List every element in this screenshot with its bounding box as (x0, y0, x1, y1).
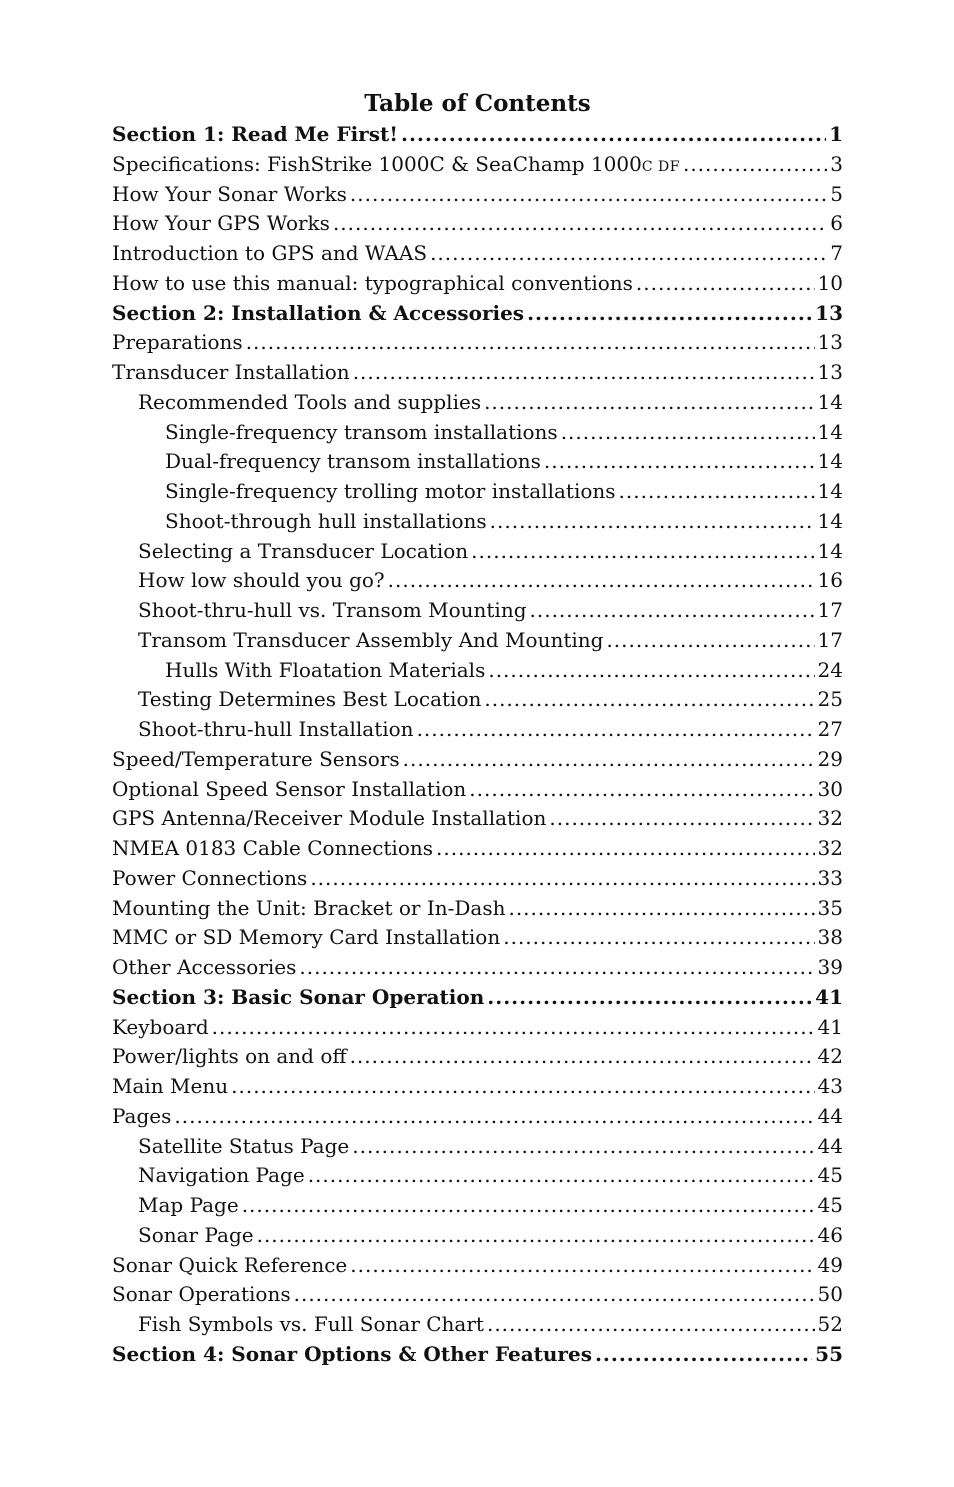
dot-leader (174, 1102, 814, 1132)
toc-entry-label-text: Power/lights on and off (112, 1044, 347, 1069)
toc-entry-label (165, 507, 487, 537)
toc-page-number: 52 (817, 1312, 843, 1336)
toc-entry-label (112, 180, 347, 210)
dot-leader (403, 745, 815, 775)
toc-entry[interactable] (112, 1221, 843, 1251)
toc-entry-label (112, 1042, 347, 1072)
toc-page-number: 46 (817, 1222, 843, 1247)
toc-entry-label (112, 358, 350, 388)
toc-entry-label-text: How low should you go? (138, 568, 385, 593)
dot-leader (561, 418, 815, 448)
toc-page-number: 7 (830, 241, 843, 265)
toc-section-heading[interactable] (112, 299, 843, 329)
toc-entry[interactable] (112, 1072, 843, 1102)
toc-page-number: 27 (817, 717, 843, 741)
toc-entry[interactable] (112, 418, 843, 448)
toc-entry-label-text: Shoot-thru-hull vs. Transom Mounting (138, 598, 527, 622)
toc-entry-label (112, 953, 296, 983)
dot-leader (350, 1042, 815, 1072)
toc-entry[interactable] (112, 1310, 843, 1340)
toc-entry-label (138, 596, 527, 626)
dot-leader (636, 269, 815, 299)
dot-leader (508, 894, 814, 924)
dot-leader (212, 1013, 815, 1043)
table-of-contents-page (112, 88, 843, 1370)
dot-leader (530, 596, 815, 626)
toc-entry[interactable] (112, 923, 843, 953)
toc-entry-label-text: Transom Transducer Assembly And Mounting (138, 627, 604, 652)
toc-entry[interactable] (112, 269, 843, 299)
toc-entry[interactable] (112, 537, 843, 567)
toc-page-number: 45 (817, 1193, 843, 1217)
toc-page-number: 32 (817, 806, 843, 831)
toc-entry-label (112, 804, 546, 834)
dot-leader (619, 477, 815, 507)
toc-entry-label (112, 745, 400, 775)
toc-entry-label-text: Preparations (112, 330, 243, 355)
toc-entry[interactable] (112, 1013, 843, 1043)
toc-page-number: 49 (817, 1252, 843, 1277)
toc-entry-label (112, 120, 398, 150)
toc-entry-label (165, 447, 541, 477)
toc-entry-label-text: Keyboard (112, 1014, 209, 1039)
toc-entry[interactable] (112, 239, 843, 269)
toc-page-number: 6 (830, 211, 843, 236)
toc-entry[interactable] (112, 894, 843, 924)
toc-entry-label-text: Dual-frequency transom installations (165, 449, 541, 474)
toc-entry-label (112, 1013, 209, 1043)
toc-page-number: 44 (817, 1103, 843, 1128)
dot-leader (294, 1280, 815, 1310)
toc-entry-label-text: Testing Determines Best Location (138, 687, 482, 712)
dot-leader (436, 834, 815, 864)
toc-entry-label-text: Sonar Quick Reference (112, 1252, 348, 1277)
dot-leader (257, 1221, 815, 1251)
toc-entry[interactable] (112, 834, 843, 864)
toc-page-number: 35 (817, 895, 843, 920)
dot-leader (549, 804, 814, 834)
toc-entry-label (138, 1191, 239, 1221)
toc-entry-label (138, 388, 481, 418)
toc-page-number: 14 (817, 449, 843, 474)
toc-page-number: 16 (817, 568, 843, 593)
toc-page-number: 55 (815, 1341, 843, 1366)
toc-page-number: 17 (817, 627, 843, 652)
toc-entry-label (112, 1340, 592, 1370)
toc-entry-label-text: Speed/Temperature Sensors (112, 746, 400, 771)
toc-entry-label-text: Other Accessories (112, 955, 297, 979)
dot-leader (350, 1251, 814, 1281)
toc-entry-label-text: Mounting the Unit: Bracket or In-Dash (112, 895, 506, 920)
toc-page-number: 14 (817, 538, 843, 563)
toc-page-number: 41 (817, 1014, 843, 1039)
toc-section-heading[interactable] (112, 1340, 843, 1370)
toc-entry-label (112, 209, 330, 239)
toc-page-number: 14 (817, 508, 843, 533)
dot-leader (231, 1072, 814, 1102)
toc-page-number: 5 (830, 181, 843, 206)
toc-entry-label (165, 656, 485, 686)
toc-entry[interactable] (112, 685, 843, 715)
toc-page-number: 10 (817, 270, 843, 295)
toc-entry-label-suffix: C DF (641, 158, 680, 175)
toc-page-number: 13 (815, 300, 843, 325)
toc-entry-label-text: MMC or SD Memory Card Installation (112, 925, 501, 950)
toc-entry-label-text: Section 1: Read Me First! (112, 122, 398, 146)
toc-entry-label-text: Optional Speed Sensor Installation (112, 776, 467, 801)
toc-entry-label-text: Shoot-through hull installations (165, 508, 487, 533)
toc-entry-label (112, 1072, 228, 1102)
dot-leader (595, 1340, 812, 1370)
toc-entry[interactable] (112, 566, 843, 596)
dot-leader (544, 447, 815, 477)
toc-entry-label-text: How Your Sonar Works (112, 181, 347, 206)
toc-page-number: 1 (829, 122, 843, 146)
toc-entry-label-text: GPS Antenna/Receiver Module Installation (112, 806, 547, 831)
toc-page-number: 13 (817, 330, 843, 355)
toc-page-number: 14 (817, 389, 843, 414)
toc-entry-label (112, 923, 500, 953)
toc-page-number: 41 (815, 984, 843, 1009)
toc-page-number: 30 (817, 776, 843, 801)
toc-page-number: 50 (817, 1282, 843, 1307)
toc-entry[interactable] (112, 328, 843, 358)
toc-entry[interactable] (112, 864, 843, 894)
toc-entry[interactable] (112, 596, 843, 626)
toc-page-number: 14 (817, 419, 843, 444)
toc-entry[interactable] (112, 953, 843, 983)
toc-entry-label-text: Section 2: Installation & Accessories (112, 300, 525, 325)
toc-page-number: 39 (817, 955, 843, 979)
dot-leader (487, 1310, 815, 1340)
toc-entry-label (112, 834, 433, 864)
toc-entry[interactable] (112, 1191, 843, 1221)
toc-entry-label (112, 1102, 171, 1132)
toc-entry[interactable] (112, 715, 843, 745)
toc-entry[interactable] (112, 209, 843, 239)
toc-entry-label-text: Selecting a Transducer Location (138, 538, 469, 563)
dot-leader (417, 715, 815, 745)
toc-entry[interactable] (112, 477, 843, 507)
toc-entry[interactable] (112, 1280, 843, 1310)
toc-section-heading[interactable] (112, 120, 843, 150)
toc-entry[interactable] (112, 507, 843, 537)
toc-entry[interactable] (112, 1251, 843, 1281)
dot-leader (350, 180, 827, 210)
toc-entry[interactable] (112, 1161, 843, 1191)
toc-entry-label-text: Power Connections (112, 865, 308, 890)
dot-leader (606, 626, 814, 656)
toc-entry-label-text: Transducer Installation (112, 360, 350, 384)
dot-leader (401, 120, 826, 150)
toc-entry-label-text: Recommended Tools and supplies (138, 389, 482, 414)
dot-leader (484, 685, 814, 715)
dot-leader (469, 775, 814, 805)
toc-page-number: 14 (817, 479, 843, 503)
toc-page-number: 29 (817, 746, 843, 771)
toc-section-heading[interactable] (112, 983, 843, 1013)
toc-page-number: 13 (817, 360, 843, 384)
toc-entry-label-text: Single-frequency transom installations (165, 419, 558, 444)
toc-entry-label (138, 566, 385, 596)
toc-entry-label (112, 1280, 291, 1310)
toc-page-number: 17 (817, 598, 843, 622)
dot-leader (308, 1161, 815, 1191)
dot-leader (352, 1132, 814, 1162)
toc-entry[interactable] (112, 358, 843, 388)
toc-entry-label (112, 983, 484, 1013)
toc-entry-label-text: How to use this manual: typographical conventions (112, 270, 633, 295)
toc-page-number: 32 (817, 836, 843, 860)
toc-entry-label (138, 1310, 484, 1340)
toc-entry-label-text: Map Page (138, 1193, 239, 1217)
toc-page-number: 43 (817, 1074, 843, 1098)
page-title: Table of Contents (364, 90, 591, 117)
toc-entry-label-text: Fish Symbols vs. Full Sonar Chart (138, 1312, 484, 1336)
toc-page-number: 42 (817, 1044, 843, 1069)
toc-entry-label (112, 328, 243, 358)
toc-entry[interactable] (112, 775, 843, 805)
toc-entry[interactable] (112, 804, 843, 834)
toc-entry[interactable] (112, 388, 843, 418)
toc-entry[interactable] (112, 656, 843, 686)
toc-entry-label-text: Specifications: FishStrike 1000C & SeaChamp 1000 (112, 151, 642, 176)
toc-entry-label-text: Introduction to GPS and WAAS (112, 241, 428, 265)
toc-page-number: 25 (817, 687, 843, 712)
dot-leader (333, 209, 827, 239)
toc-entry-label-text: NMEA 0183 Cable Connections (112, 836, 434, 860)
dot-leader (488, 656, 814, 686)
toc-entry-label (112, 239, 427, 269)
toc-entry-label (138, 1161, 305, 1191)
dot-leader (471, 537, 814, 567)
toc-page-number: 24 (817, 657, 843, 682)
toc-entry[interactable] (112, 1102, 843, 1132)
toc-entry-label-text: Section 4: Sonar Options & Other Features (112, 1341, 592, 1366)
toc-entry-label-text: Single-frequency trolling motor installations (165, 479, 616, 503)
toc-entry-label-text: Navigation Page (138, 1163, 305, 1188)
toc-entry-label (138, 1132, 349, 1162)
toc-entry-label (138, 685, 481, 715)
toc-page-number: 38 (817, 925, 843, 950)
toc-entry-label-text: Hulls With Floatation Materials (165, 657, 486, 682)
toc-entry[interactable] (112, 745, 843, 775)
dot-leader (430, 239, 827, 269)
toc-entry[interactable] (112, 150, 843, 180)
toc-entry-label (165, 477, 616, 507)
dot-leader (487, 983, 812, 1013)
dot-leader (388, 566, 815, 596)
toc-page-number: 45 (817, 1163, 843, 1188)
toc-entry-label-text: Pages (112, 1103, 172, 1128)
toc-entry-label (112, 269, 633, 299)
toc-page-number: 44 (817, 1133, 843, 1158)
dot-leader (503, 923, 814, 953)
toc-entry-label-text: Satellite Status Page (138, 1133, 350, 1158)
toc-entry-label (138, 715, 414, 745)
toc-entry-label (112, 150, 680, 180)
toc-entry-label-text: Sonar Operations (112, 1282, 291, 1307)
toc-entry[interactable] (112, 447, 843, 477)
toc-entry[interactable] (112, 180, 843, 210)
dot-leader (246, 328, 815, 358)
toc-list (112, 120, 843, 1370)
toc-entry-label (112, 299, 524, 329)
toc-entry-label (138, 1221, 254, 1251)
toc-page-number: 3 (830, 151, 843, 176)
toc-entry-label-text: Section 3: Basic Sonar Operation (112, 984, 485, 1009)
toc-entry-label-text: How Your GPS Works (112, 211, 330, 236)
dot-leader (527, 299, 812, 329)
dot-leader (310, 864, 814, 894)
dot-leader (490, 507, 815, 537)
dot-leader (484, 388, 814, 418)
toc-entry-label (112, 1251, 347, 1281)
dot-leader (683, 150, 827, 180)
toc-entry-label (112, 775, 466, 805)
toc-entry-label-text: Sonar Page (138, 1222, 254, 1247)
toc-entry-label (165, 418, 558, 448)
toc-entry-label (112, 894, 505, 924)
dot-leader (353, 358, 815, 388)
toc-entry-label-text: Main Menu (112, 1074, 229, 1098)
toc-entry-label (138, 626, 603, 656)
toc-entry-label-text: Shoot-thru-hull Installation (138, 717, 414, 741)
toc-entry[interactable] (112, 1132, 843, 1162)
dot-leader (299, 953, 814, 983)
toc-entry[interactable] (112, 1042, 843, 1072)
toc-entry-label (112, 864, 307, 894)
toc-entry[interactable] (112, 626, 843, 656)
toc-entry-label (138, 537, 468, 567)
toc-page-number: 33 (817, 865, 843, 890)
dot-leader (242, 1191, 815, 1221)
